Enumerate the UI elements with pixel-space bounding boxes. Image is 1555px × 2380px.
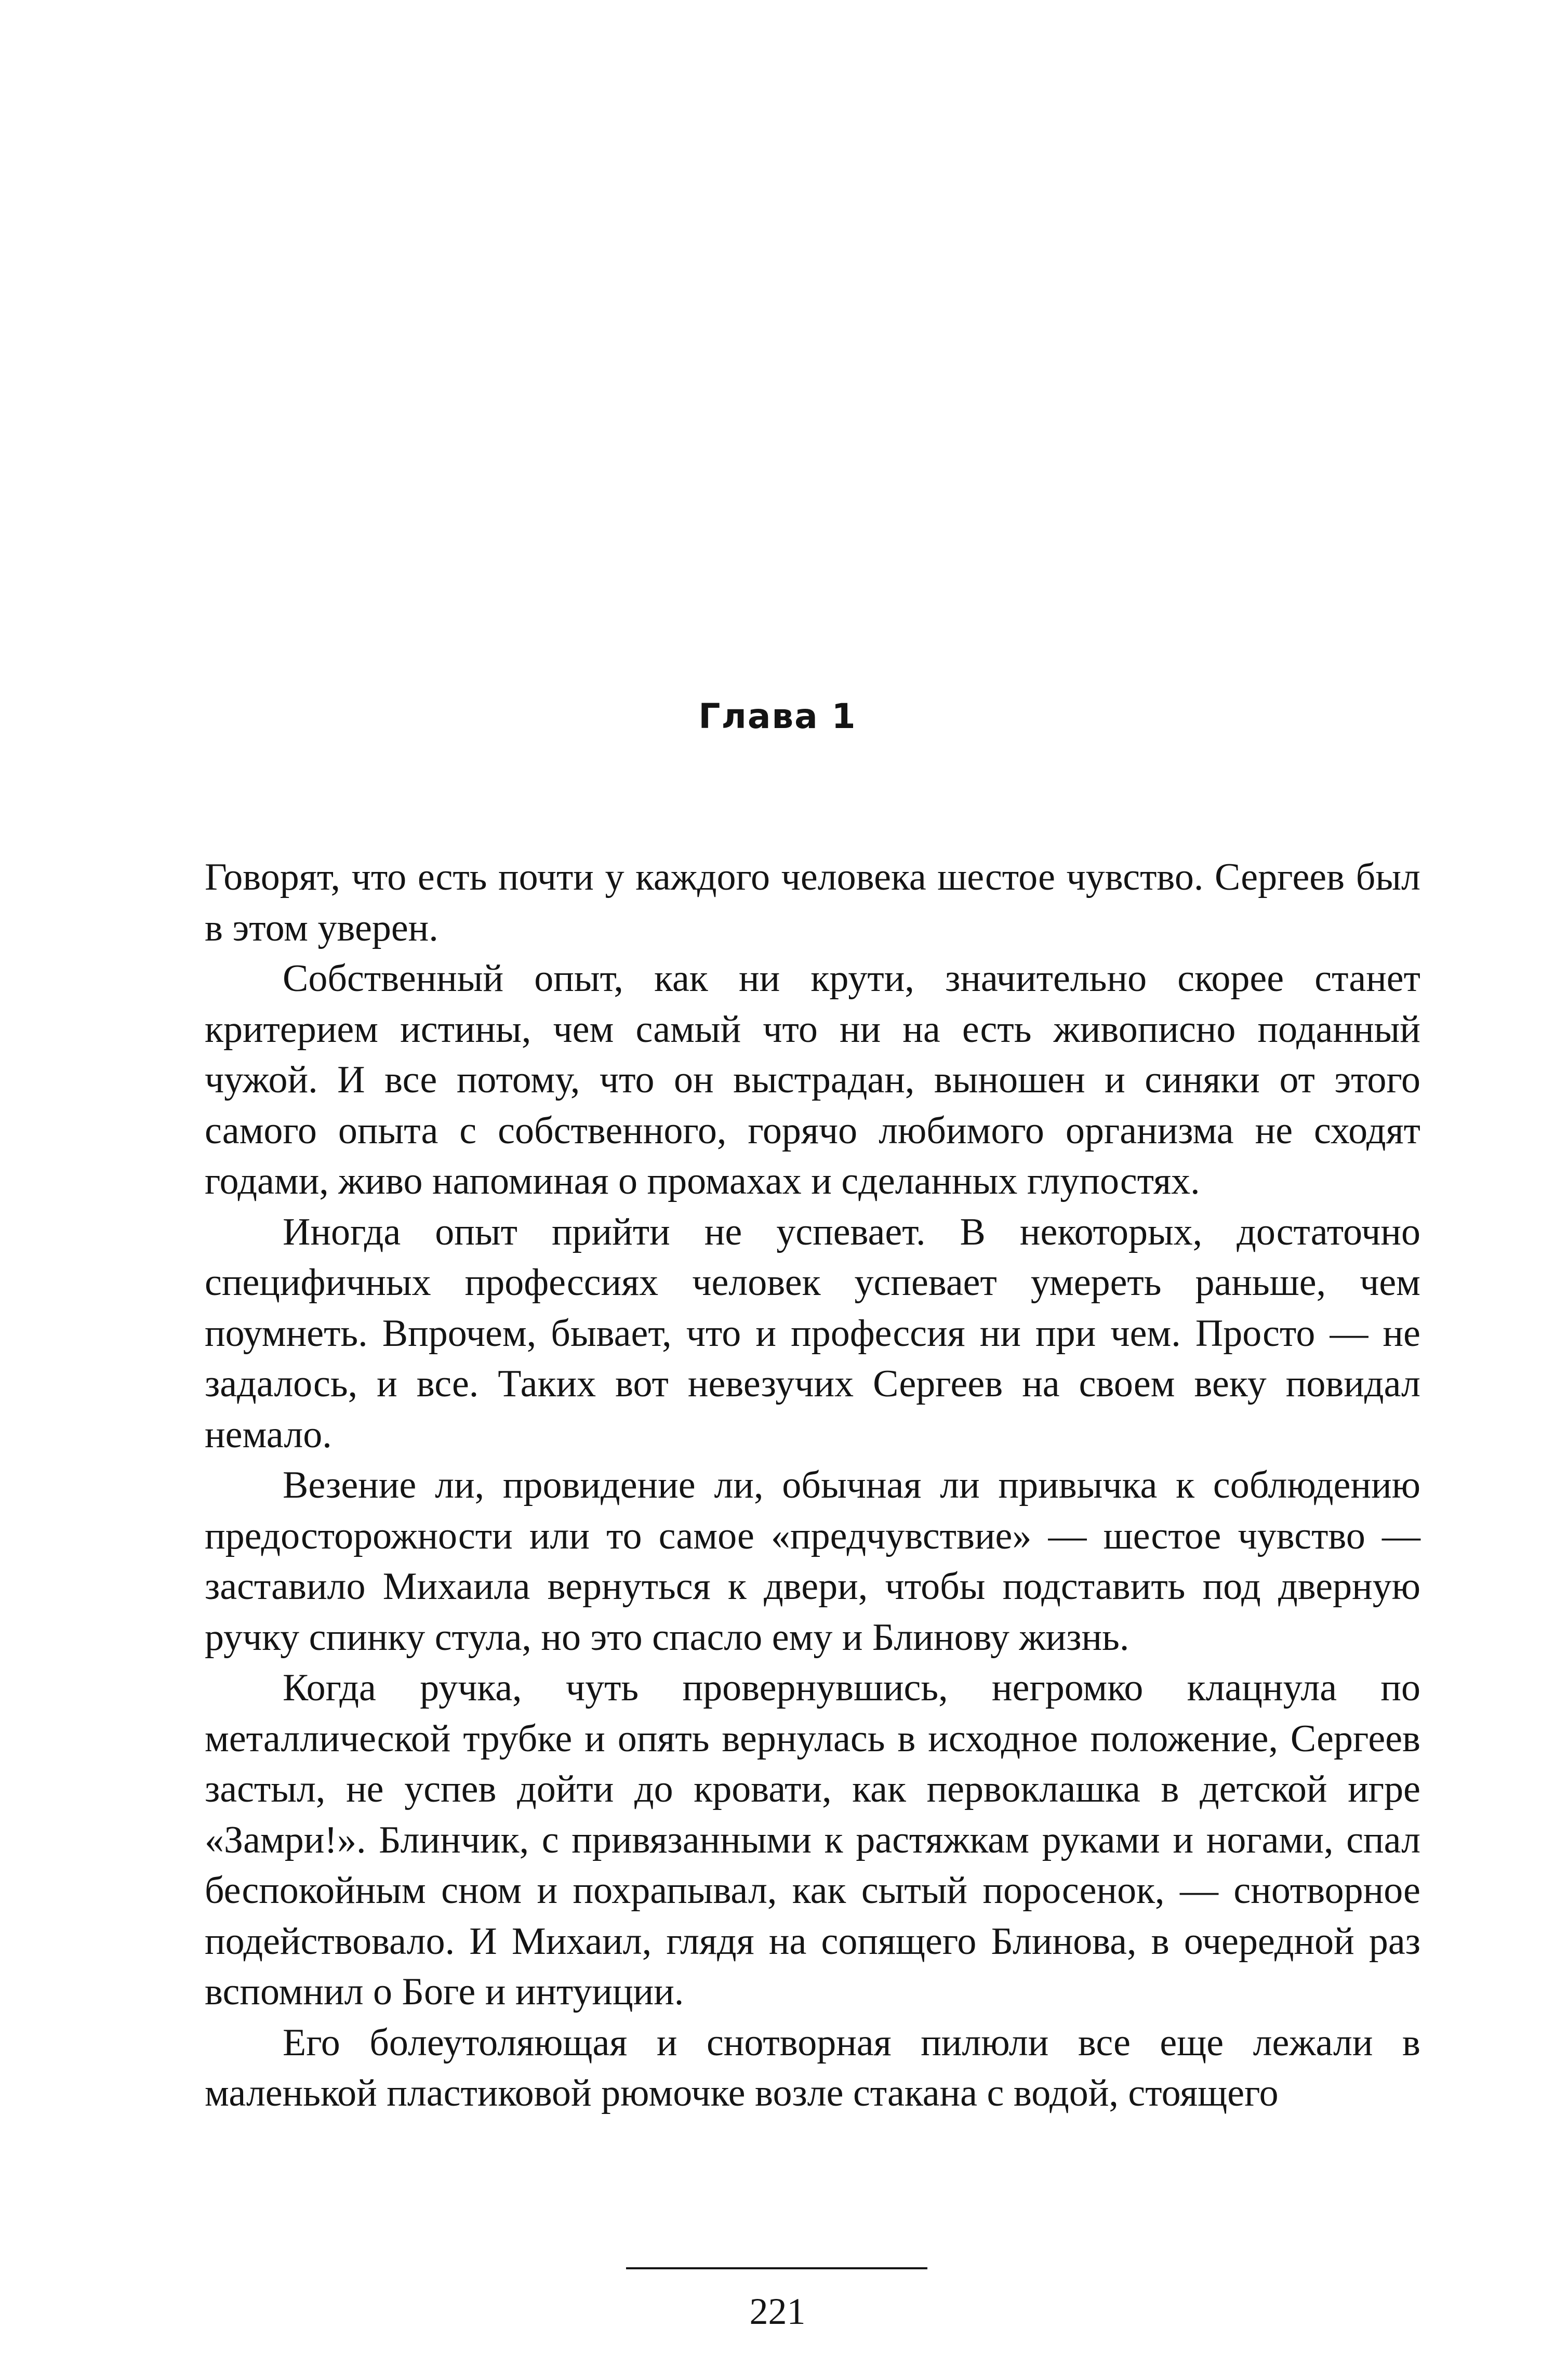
paragraph: Иногда опыт прийти не успевает. В некоторых, достаточно специфичных профессиях человек успевает умереть раньше, чем поумнеть. Впрочем, бывает, что и профессия ни при чем. Просто — не задалось, и все. Таких вот невезучих Сергеев на своем веку повидал немало. bbox=[205, 1210, 1420, 1456]
paragraph: Собственный опыт, как ни крути, значительно скорее станет критерием истины, чем самый что ни на есть живописно поданный чужой. И все потому, что он выстрадан, выношен и синяки от этого самого опыта с собственного, горячо любимого организма не сходят годами, живо напоминая о промахах и сделанных глупостях. bbox=[205, 957, 1420, 1202]
chapter-text bbox=[205, 852, 1420, 2119]
paragraph: Говорят, что есть почти у каждого человека шестое чувство. Сергеев был в этом уверен. bbox=[205, 856, 1420, 949]
page-number-rule bbox=[626, 2267, 927, 2269]
page-number: 221 bbox=[749, 2291, 806, 2332]
paragraph: Везение ли, провидение ли, обычная ли привычка к соблюдению предосторожности или то самое «предчувствие» — шестое чувство — заставило Михаила вернуться к двери, чтобы подставить под дверную ручку спинку стула, но это спасло ему и Блинову жизнь. bbox=[205, 1464, 1420, 1659]
paragraph: Его болеутоляющая и снотворная пилюли все еще лежали в маленькой пластиковой рюмочке возле стакана с водой, стоящего bbox=[205, 2021, 1420, 2114]
paragraph: Когда ручка, чуть провернувшись, негромко клацнула по металлической трубке и опять вернулась в исходное положение, Сергеев застыл, не успев дойти до кровати, как первоклашка в детской игре «Замри!». Блинчик, с привязанными к растяжкам руками и ногами, спал беспокойным сном и похрапывал, как сытый поросенок, — снотворное подействовало. И Михаил, глядя на сопящего Блинова, в очередной раз вспомнил о Боге и интуиции. bbox=[205, 1667, 1420, 2013]
chapter-title: Глава 1 bbox=[698, 696, 857, 736]
